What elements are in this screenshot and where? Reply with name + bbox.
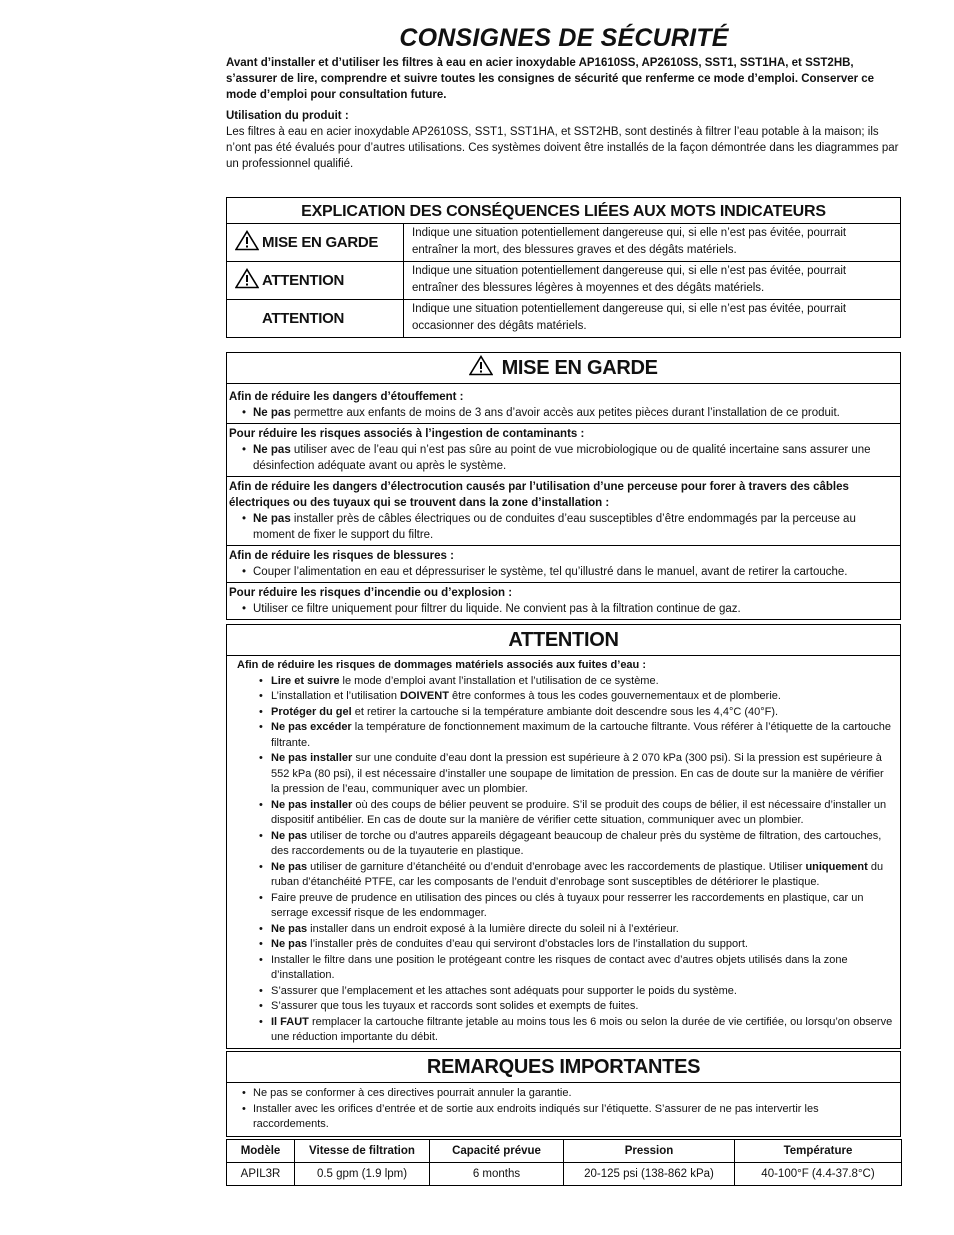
list-item: • Ne pas installer près de câbles électriques ou de conduites d’eau susceptibles d’être endommagés par la perceuse au moment de fixer le support du filtre. bbox=[229, 511, 894, 543]
list-item: • Utiliser ce filtre uniquement pour filtrer du liquide. Ne convient pas à la filtration continue de gaz. bbox=[229, 601, 894, 617]
list-item: • Ne pas installer où des coups de bélier peuvent se produire. S’il se produit des coups de bélier, il est nécessaire d’installer un dispositif antibélier. En cas de doute sur la manière de vérifier cette situation, communiquer avec un plombier. bbox=[237, 798, 894, 829]
section-title: Afin de réduire les risques de blessures : bbox=[229, 550, 454, 562]
warning-section bbox=[227, 546, 900, 583]
list-item: • L’installation et l’utilisation DOIVENT être conformes à tous les codes gouvernementaux et de plomberie. bbox=[237, 689, 894, 705]
table-header-row bbox=[227, 1140, 902, 1163]
signal-row bbox=[227, 262, 900, 300]
list-item: • Ne pas l’installer près de conduites d’eau qui serviront d’obstacles lors de l’installation du support. bbox=[237, 937, 894, 953]
page-title: CONSIGNES DE SÉCURITÉ bbox=[399, 24, 729, 52]
section-title: Afin de réduire les risques de dommages matériels associés aux fuites d’eau : bbox=[237, 659, 646, 671]
caution-box bbox=[226, 624, 901, 1049]
intro-text: Avant d’installer et d’utiliser les filtres à eau en acier inoxydable AP1610SS, AP2610SS, SST1, SST1HA, et SST2HB, s’assurer de lire, comprendre et suivre toutes les consignes de sécurité que renferme ce mode d’emploi. Conserver ce mode d’emploi pour consultation future. bbox=[226, 57, 875, 101]
table-header: Pression bbox=[564, 1140, 735, 1163]
table-header: Température bbox=[735, 1140, 902, 1163]
list-item: • Ne pas installer sur une conduite d’eau dont la pression est supérieure à 2 070 kPa (300 psi). Si la pression est supérieure à 552 kPa (80 psi), il est nécessaire d’installer une soupape de limitation de pression. En cas de doute sur la manière de vérifier la pression de l’eau, communiquer avec un plombier. bbox=[237, 751, 894, 798]
warning-section bbox=[227, 583, 900, 619]
table-header: Modèle bbox=[227, 1140, 295, 1163]
specs-table bbox=[226, 1139, 902, 1186]
list-item: • Ne pas utiliser de garniture d’étanchéité ou d’enduit d’enrobage avec les raccordements de plastique. Utiliser uniquement du ruban d’étanchéité PTFE, car les composants de l’enduit d’enrobage sont susceptibles de détériorer le plastique. bbox=[237, 860, 894, 891]
list-item: • Faire preuve de prudence en utilisation des pinces ou clés à tuyaux pour resserrer les raccordements en plastique, car un serrage excessif risque de les endommager. bbox=[237, 891, 894, 922]
signal-word-cell bbox=[227, 300, 404, 337]
table-row bbox=[227, 1163, 902, 1186]
usage-body: Les filtres à eau en acier inoxydable AP2610SS, SST1, SST1HA, et SST2HB, sont destinés à filtrer l’eau potable à la maison; ils n’ont pas été évalués pour d’autres utilisations. Ces systèmes doivent être installés de la façon démontrée dans les diagrammes par un professionnel qualifié. bbox=[226, 126, 899, 170]
signal-row bbox=[227, 300, 900, 337]
list-item: • Lire et suivre le mode d’emploi avant l’installation et l’utilisation de ce système. bbox=[237, 674, 894, 690]
warning-section bbox=[227, 384, 900, 424]
warning-triangle-icon bbox=[235, 230, 259, 255]
usage-heading: Utilisation du produit : bbox=[226, 110, 349, 122]
list-item: • Il FAUT remplacer la cartouche filtrante jetable au moins tous les 6 mois ou selon la durée de vie certifiée, ou lorsqu’on observe une réduction importante du débit. bbox=[237, 1015, 894, 1046]
table-header: Capacité prévue bbox=[430, 1140, 564, 1163]
warning-box bbox=[226, 352, 901, 620]
list-item: • S’assurer que l’emplacement et les attaches sont adéquats pour supporter le poids du système. bbox=[237, 984, 894, 1000]
notes-body bbox=[227, 1083, 900, 1136]
section-title: Pour réduire les risques associés à l’ingestion de contaminants : bbox=[229, 428, 585, 440]
notes-heading: REMARQUES IMPORTANTES bbox=[227, 1052, 900, 1083]
table-cell: 6 months bbox=[430, 1163, 564, 1186]
intro-block bbox=[226, 24, 902, 172]
warning-heading bbox=[227, 353, 900, 384]
list-item: • Ne pas excéder la température de fonctionnement maximum de la cartouche filtrante. Vous référer à l’étiquette de la cartouche filtrante. bbox=[237, 720, 894, 751]
warning-triangle-icon bbox=[469, 355, 493, 385]
caution-heading: ATTENTION bbox=[227, 625, 900, 656]
warning-section bbox=[227, 424, 900, 477]
section-title: Pour réduire les risques d’incendie ou d’explosion : bbox=[229, 587, 513, 599]
section-title: Afin de réduire les dangers d’électrocution causés par l’utilisation d’une perceuse pour forer à travers des câbles électriques ou des tuyaux qui se trouvent dans la zone d’installation : bbox=[229, 481, 849, 509]
signal-word: ATTENTION bbox=[262, 310, 345, 327]
signal-word-cell bbox=[227, 262, 404, 299]
list-item: • Couper l’alimentation en eau et dépressuriser le système, tel qu’illustré dans le manuel, avant de retirer la cartouche. bbox=[229, 564, 894, 580]
caution-list bbox=[237, 674, 894, 1046]
signal-word: ATTENTION bbox=[262, 272, 345, 289]
list-item: • Installer le filtre dans une position le protégeant contre les risques de contact avec d’autres objets utilisés dans la zone d’installation. bbox=[237, 953, 894, 984]
list-item: • Ne pas utiliser de torche ou d’autres appareils dégageant beaucoup de chaleur près du système de filtration, des cartouches, des raccordements ou de la tuyauterie en plastique. bbox=[237, 829, 894, 860]
table-cell: 20-125 psi (138-862 kPa) bbox=[564, 1163, 735, 1186]
list-item: • Ne pas installer dans un endroit exposé à la lumière directe du soleil ni à l’extérieur. bbox=[237, 922, 894, 938]
list-item: • Protéger du gel et retirer la cartouche si la température ambiante doit descendre sous les 4,4°C (40°F). bbox=[237, 705, 894, 721]
warning-heading-text: MISE EN GARDE bbox=[501, 357, 658, 379]
signal-row bbox=[227, 224, 900, 262]
signal-words-table bbox=[226, 197, 901, 338]
warning-section bbox=[227, 477, 900, 546]
table-cell: 0.5 gpm (1.9 lpm) bbox=[295, 1163, 430, 1186]
list-item: • Ne pas permettre aux enfants de moins de 3 ans d’avoir accès aux petites pièces durant l’installation de ce produit. bbox=[229, 405, 894, 421]
list-item: • Ne pas utiliser avec de l’eau qui n’est pas sûre au point de vue microbiologique ou de qualité incertaine sans assurer une désinfection adéquate avant ou après le système. bbox=[229, 442, 894, 474]
table-cell: 40-100°F (4.4-37.8°C) bbox=[735, 1163, 902, 1186]
caution-body bbox=[227, 656, 900, 1048]
warning-triangle-icon bbox=[235, 268, 259, 293]
signal-word: MISE EN GARDE bbox=[262, 234, 379, 251]
signal-description: Indique une situation potentiellement dangereuse qui, si elle n’est pas évitée, pourrait occasionner des dégâts matériels. bbox=[412, 303, 847, 332]
signal-word-cell bbox=[227, 224, 404, 261]
list-item: • Installer avec les orifices d’entrée et de sortie aux endroits indiqués sur l’étiquette. S’assurer de ne pas intervertir les raccordements. bbox=[229, 1102, 894, 1133]
table-cell: APIL3R bbox=[227, 1163, 295, 1186]
table-header: Vitesse de filtration bbox=[295, 1140, 430, 1163]
notes-box bbox=[226, 1051, 901, 1137]
signal-description: Indique une situation potentiellement dangereuse qui, si elle n’est pas évitée, pourrait entraîner des blessures légères à moyennes et des dégâts matériels. bbox=[412, 265, 847, 294]
list-item: • S’assurer que tous les tuyaux et raccords sont solides et exempts de fuites. bbox=[237, 999, 894, 1015]
signal-description: Indique une situation potentiellement dangereuse qui, si elle n’est pas évitée, pourrait entraîner la mort, des blessures graves et des dégâts matériels. bbox=[412, 227, 847, 256]
signal-words-heading: EXPLICATION DES CONSÉQUENCES LIÉES AUX MOTS INDICATEURS bbox=[227, 198, 900, 224]
list-item: • Ne pas se conformer à ces directives pourrait annuler la garantie. bbox=[229, 1086, 894, 1102]
section-title: Afin de réduire les dangers d’étouffement : bbox=[229, 391, 464, 403]
